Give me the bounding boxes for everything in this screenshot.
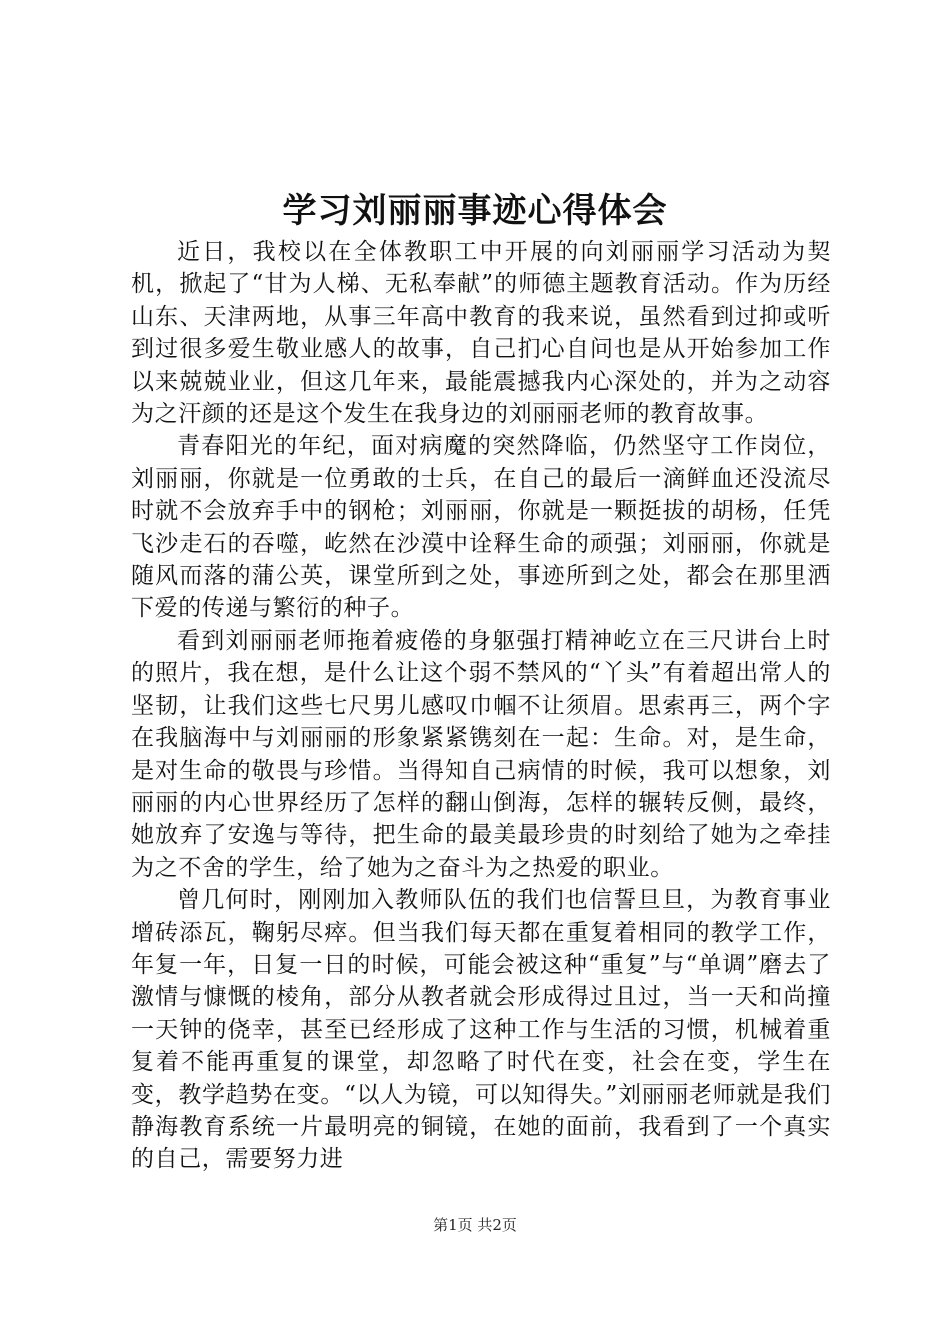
document-body bbox=[131, 236, 831, 1176]
paragraph-2: 青春阳光的年纪，面对病魔的突然降临，仍然坚守工作岗位，刘丽丽，你就是一位勇敢的士兵，在自己的最后一滴鲜血还没流尽时就不会放弃手中的钢枪；刘丽丽，你就是一颗挺拔的胡杨，任凭飞沙走石的吞噬，屹然在沙漠中诠释生命的顽强；刘丽丽，你就是随风而落的蒲公英，课堂所到之处，事迹所到之处，都会在那里洒下爱的传递与繁衍的种子。 bbox=[131, 433, 831, 622]
paragraph-4: 曾几何时，刚刚加入教师队伍的我们也信誓旦旦，为教育事业增砖添瓦，鞠躬尽瘁。但当我们每天都在重复着相同的教学工作，年复一年，日复一日的时候，可能会被这种“重复”与“单调”磨去了激情与慷慨的棱角，部分从教者就会形成得过且过，当一天和尚撞一天钟的侥幸，甚至已经形成了这种工作与生活的习惯，机械着重复着不能再重复的课堂，却忽略了时代在变，社会在变，学生在变，教学趋势在变。“以人为镜，可以知得失。”刘丽丽老师就是我们静海教育系统一片最明亮的铜镜，在她的面前，我看到了一个真实的自己，需要努力进 bbox=[131, 887, 831, 1173]
document-title: 学习刘丽丽事迹心得体会 bbox=[282, 191, 668, 231]
page-footer: 第1页 共2页 bbox=[433, 1216, 517, 1234]
paragraph-3: 看到刘丽丽老师拖着疲倦的身躯强打精神屹立在三尺讲台上时的照片，我在想，是什么让这个弱不禁风的“丫头”有着超出常人的坚韧，让我们这些七尺男儿感叹巾帼不让须眉。思索再三，两个字在我脑海中与刘丽丽的形象紧紧镌刻在一起：生命。对，是生命，是对生命的敬畏与珍惜。当得知自己病情的时候，我可以想象，刘丽丽的内心世界经历了怎样的翻山倒海，怎样的辗转反侧，最终，她放弃了安逸与等待，把生命的最美最珍贵的时刻给了她为之牵挂为之不舍的学生，给了她为之奋斗为之热爱的职业。 bbox=[131, 627, 831, 881]
paragraph-1: 近日，我校以在全体教职工中开展的向刘丽丽学习活动为契机，掀起了“甘为人梯、无私奉献”的师德主题教育活动。作为历经山东、天津两地，从事三年高中教育的我来说，虽然看到过抑或听到过很多爱生敬业感人的故事，自己扪心自问也是从开始参加工作以来兢兢业业，但这几年来，最能震撼我内心深处的，并为之动容为之汗颜的还是这个发生在我身边的刘丽丽老师的教育故事。 bbox=[131, 239, 831, 428]
